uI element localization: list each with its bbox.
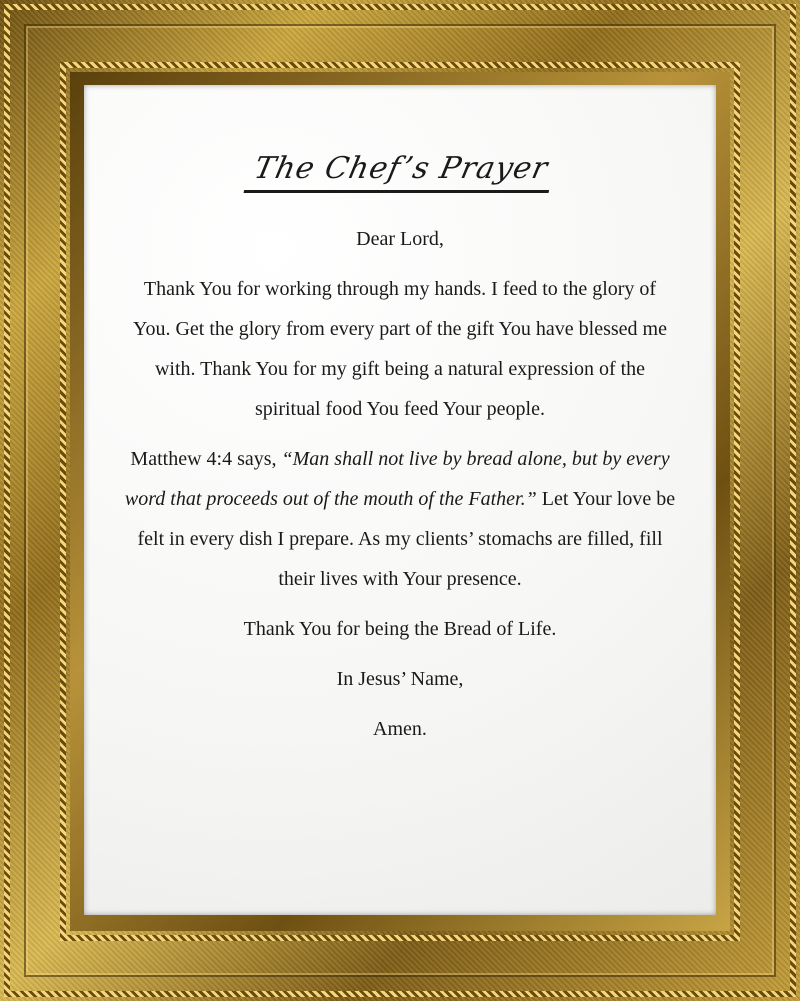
document-title: The Chef’s Prayer [243, 151, 557, 193]
paragraph-2-rest: Let Your love be felt in every dish I prepare. As my clients’ stomachs are filled, fill their lives with Your presence. [137, 488, 676, 590]
amen: Amen. [373, 718, 427, 740]
prayer-body [124, 219, 676, 759]
salutation: Dear Lord, [356, 228, 444, 250]
sign-off: In Jesus’ Name, [336, 668, 464, 690]
paragraph-2 [124, 439, 676, 599]
title-container [84, 151, 716, 193]
paragraph-1: Thank You for working through my hands. I feed to the glory of You. Get the glory from every part of the gift You have blessed me with. Thank You for my gift being a natural expression of the spiritual food You feed Your people. [133, 278, 667, 420]
closing-line: Thank You for being the Bread of Life. [243, 618, 557, 640]
scripture-reference: Matthew 4:4 says, [130, 448, 282, 470]
scripture-quote: “Man shall not live by bread alone, but by every word that proceeds out of the mouth of the Father.” [124, 448, 670, 510]
prayer-document [84, 85, 716, 915]
